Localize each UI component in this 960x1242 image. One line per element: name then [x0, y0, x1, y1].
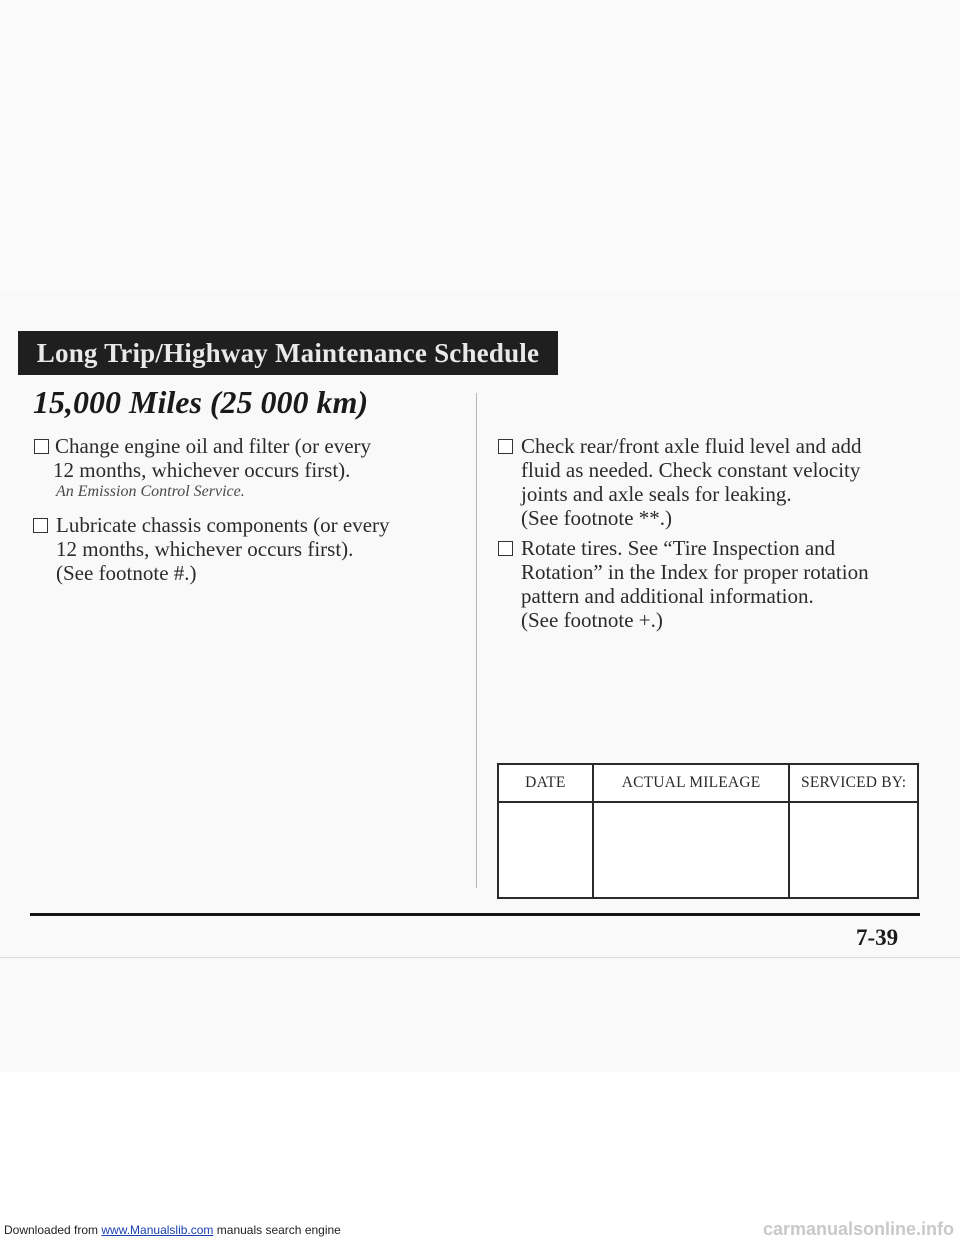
- item-line: Change engine oil and filter (or every: [55, 434, 372, 458]
- checkbox-icon[interactable]: [33, 518, 48, 533]
- checkbox-icon[interactable]: [498, 439, 513, 454]
- date-cell[interactable]: [498, 802, 593, 898]
- item-line: joints and axle seals for leaking.: [521, 482, 792, 506]
- page-margin: [0, 1072, 960, 1242]
- column-divider: [476, 393, 477, 888]
- header-serviced-by: SERVICED BY:: [789, 764, 918, 802]
- item-line: 12 months, whichever occurs first).: [53, 458, 351, 482]
- item-line: (See footnote **.): [521, 506, 673, 530]
- header-actual-mileage: ACTUAL MILEAGE: [593, 764, 790, 802]
- checkbox-icon[interactable]: [498, 541, 513, 556]
- item-line: 12 months, whichever occurs first).: [56, 537, 354, 561]
- table-row: [498, 802, 918, 898]
- service-record-table: [497, 763, 919, 899]
- item-line: (See footnote +.): [521, 608, 663, 632]
- emission-note: An Emission Control Service.: [56, 483, 245, 500]
- scan-artifact-line: [0, 957, 960, 958]
- item-line: Check rear/front axle fluid level and add: [521, 434, 862, 458]
- schedule-banner: Long Trip/Highway Maintenance Schedule: [18, 331, 558, 375]
- item-line: pattern and additional information.: [521, 584, 814, 608]
- manualslib-link[interactable]: www.Manualslib.com: [101, 1223, 214, 1237]
- item-line: (See footnote #.): [56, 561, 197, 585]
- footer-suffix: manuals search engine: [213, 1223, 341, 1237]
- footer-rule: [30, 913, 920, 916]
- item-line: Lubricate chassis components (or every: [56, 513, 390, 537]
- page-number: 7-39: [856, 925, 899, 950]
- serviced-by-cell[interactable]: [789, 802, 918, 898]
- download-footer: [4, 1223, 341, 1237]
- item-line: Rotation” in the Index for proper rotation: [521, 560, 869, 584]
- header-date: DATE: [498, 764, 593, 802]
- mileage-cell[interactable]: [593, 802, 790, 898]
- table-header-row: [498, 764, 918, 802]
- checkbox-icon[interactable]: [34, 439, 49, 454]
- site-watermark: carmanualsonline.info: [762, 1219, 954, 1239]
- footer-prefix: Downloaded from: [4, 1223, 102, 1237]
- section-title: 15,000 Miles (25 000 km): [33, 384, 369, 420]
- item-line: Rotate tires. See “Tire Inspection and: [521, 536, 836, 560]
- item-line: fluid as needed. Check constant velocity: [521, 458, 861, 482]
